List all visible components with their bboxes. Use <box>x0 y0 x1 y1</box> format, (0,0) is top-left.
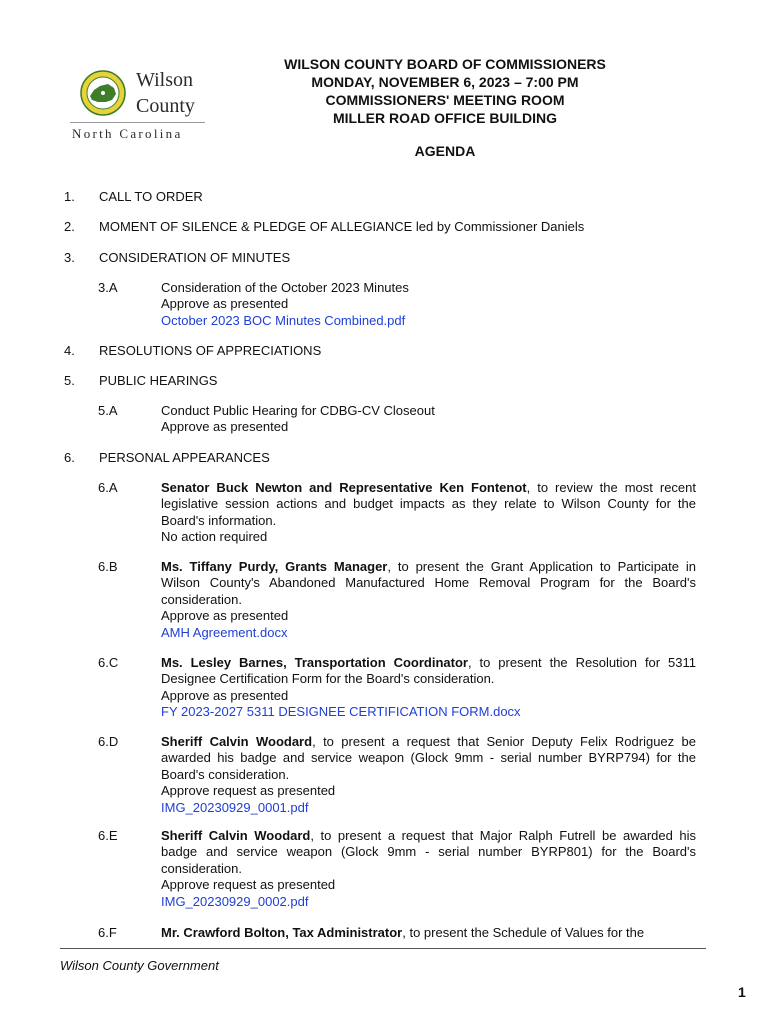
attachment-link[interactable]: October 2023 BOC Minutes Combined.pdf <box>161 312 406 328</box>
sub-item-description: Senator Buck Newton and Representative Ken Fontenot, to review the most recent legislative session actions and budget impacts as they relate to Wilson County for the Board's information. <box>161 480 697 528</box>
item-title: PUBLIC HEARINGS <box>99 373 218 388</box>
attachment-link[interactable]: FY 2023-2027 5311 DESIGNEE CERTIFICATION FORM.docx <box>161 704 521 720</box>
footer-organization: Wilson County Government <box>60 958 219 973</box>
sub-item-action: No action required <box>161 529 268 545</box>
presenter-name: Mr. Crawford Bolton, Tax Administrator <box>161 925 403 940</box>
item-title: MOMENT OF SILENCE & PLEDGE OF ALLEGIANCE led by Commissioner Daniels <box>99 219 585 234</box>
sub-item-title: Conduct Public Hearing for CDBG-CV Closeout <box>161 403 435 418</box>
sub-item-number: 6.C <box>98 655 119 670</box>
county-seal-icon <box>80 70 126 116</box>
item-number: 4. <box>64 343 75 358</box>
attachment-link[interactable]: AMH Agreement.docx <box>161 624 288 640</box>
logo-wordmark: Wilson County <box>136 69 195 117</box>
attachment-link[interactable]: IMG_20230929_0002.pdf <box>161 893 309 909</box>
presenter-name: Ms. Lesley Barnes, Transportation Coordinator <box>161 655 468 670</box>
footer-divider <box>60 948 706 949</box>
item-number: 5. <box>64 373 75 388</box>
sub-item-number: 5.A <box>98 403 118 418</box>
item-title: RESOLUTIONS OF APPRECIATIONS <box>99 343 322 358</box>
item-number: 2. <box>64 219 75 234</box>
sub-item-number: 3.A <box>98 280 118 295</box>
sub-item-description: Ms. Lesley Barnes, Transportation Coordinator, to present the Resolution for 5311 Designee Certification Form for the Board's consideration. <box>161 655 697 687</box>
page-number: 1 <box>738 984 746 1000</box>
county-logo <box>70 64 210 144</box>
sub-item-title: Consideration of the October 2023 Minutes <box>161 280 409 295</box>
sub-item-number: 6.B <box>98 559 118 574</box>
header-room: COMMISSIONERS' MEETING ROOM <box>325 92 565 108</box>
item-title: CONSIDERATION OF MINUTES <box>99 250 291 265</box>
presenter-name: Ms. Tiffany Purdy, Grants Manager <box>161 559 388 574</box>
sub-item-action: Approve as presented <box>161 296 289 312</box>
logo-state: North Carolina <box>72 126 183 141</box>
presenter-name: Senator Buck Newton and Representative Ken Fontenot <box>161 480 527 495</box>
sub-item-action: Approve request as presented <box>161 783 336 799</box>
presenter-name: Sheriff Calvin Woodard <box>161 828 311 843</box>
sub-item-description: Sheriff Calvin Woodard, to present a request that Major Ralph Futrell be awarded his badge and service weapon (Glock 9mm - serial number BYRP801) for the Board's consideration. <box>161 828 697 876</box>
item-number: 1. <box>64 189 75 204</box>
sub-item-action: Approve request as presented <box>161 877 336 893</box>
sub-item-number: 6.F <box>98 925 117 940</box>
header-building: MILLER ROAD OFFICE BUILDING <box>333 110 557 126</box>
item-title: PERSONAL APPEARANCES <box>99 450 270 465</box>
sub-item-action: Approve as presented <box>161 687 289 703</box>
sub-item-action: Approve as presented <box>161 608 289 624</box>
sub-item-description: Ms. Tiffany Purdy, Grants Manager, to present the Grant Application to Participate in Wilson County's Abandoned Manufactured Home Removal Program for the Board's consideration. <box>161 559 696 607</box>
item-number: 3. <box>64 250 75 265</box>
sub-item-number: 6.A <box>98 480 118 495</box>
sub-item-description: Mr. Crawford Bolton, Tax Administrator, to present the Schedule of Values for the <box>161 925 645 940</box>
meeting-header <box>245 55 645 127</box>
agenda-title: AGENDA <box>414 143 476 159</box>
sub-item-number: 6.D <box>98 734 119 749</box>
presenter-name: Sheriff Calvin Woodard <box>161 734 313 749</box>
sub-item-action: Approve as presented <box>161 419 289 435</box>
item-title: CALL TO ORDER <box>99 189 203 204</box>
attachment-link[interactable]: IMG_20230929_0001.pdf <box>161 799 309 815</box>
sub-item-6f <box>98 925 698 943</box>
header-date: MONDAY, NOVEMBER 6, 2023 – 7:00 PM <box>311 74 579 90</box>
header-board: WILSON COUNTY BOARD OF COMMISSIONERS <box>284 56 606 72</box>
logo-divider <box>70 122 205 123</box>
sub-item-description: Sheriff Calvin Woodard, to present a request that Senior Deputy Felix Rodriguez be awarded his badge and service weapon (Glock 9mm - serial number BYRP794) for the Board's consideration. <box>161 734 696 782</box>
item-number: 6. <box>64 450 75 465</box>
sub-item-number: 6.E <box>98 828 118 843</box>
